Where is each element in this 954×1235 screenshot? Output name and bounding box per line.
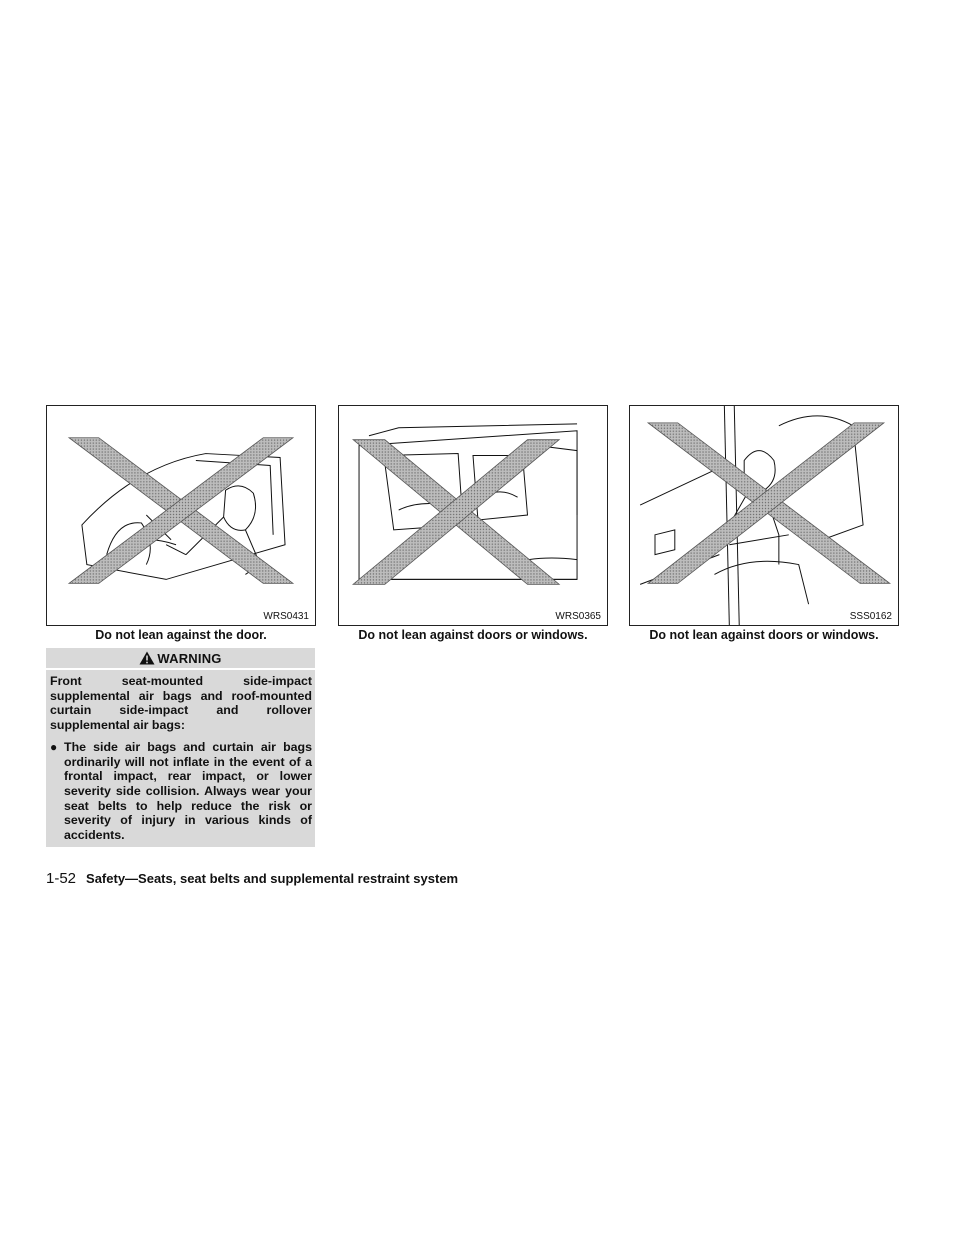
- warning-triangle-icon: [139, 651, 155, 665]
- figure-code: WRS0431: [263, 611, 309, 622]
- figure-code: SSS0162: [849, 611, 892, 622]
- figure-caption: Do not lean against the door.: [95, 628, 267, 642]
- warning-header: [46, 648, 315, 670]
- warning-box: [46, 648, 315, 847]
- figure-lean-window-seat: [629, 405, 899, 626]
- warning-intro: Front seat-mounted side-impact supplemental air bags and roof-mounted curtain side-impact and rollover supplemental air bags:: [50, 674, 312, 733]
- x-mark-icon: [339, 406, 607, 625]
- bullet-icon: ●: [50, 739, 58, 754]
- figure-caption: Do not lean against doors or windows.: [649, 628, 879, 642]
- warning-title: WARNING: [157, 650, 222, 666]
- warning-bullet-text: The side air bags and curtain air bags ordinarily will not inflate in the event of a frontal impact, rear impact, or lower severity side collision. Always wear your seat belts to help reduce the risk or severity of injury in various kinds of accidents.: [64, 739, 312, 843]
- x-mark-icon: [47, 406, 315, 625]
- warning-bullet: [50, 740, 312, 843]
- warning-body: [46, 670, 315, 843]
- section-title: Safety—Seats, seat belts and supplemental restraint system: [86, 871, 459, 886]
- page-footer: [46, 870, 458, 887]
- figure-code: WRS0365: [555, 611, 601, 622]
- x-mark-icon: [630, 406, 898, 625]
- figure-lean-window: [338, 405, 608, 626]
- page-number: 1-52: [46, 870, 77, 887]
- figure-caption: Do not lean against doors or windows.: [358, 628, 588, 642]
- figure-lean-door: [46, 405, 316, 626]
